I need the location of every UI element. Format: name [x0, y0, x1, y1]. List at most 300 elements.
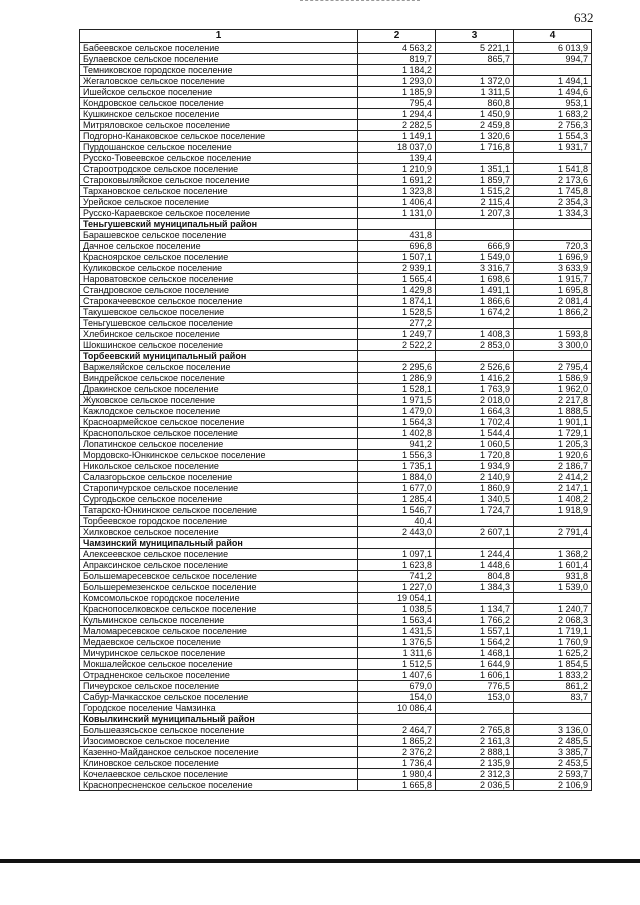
section-row — [80, 538, 592, 549]
table-row — [80, 263, 592, 274]
row-value-cell-4 — [514, 318, 592, 329]
row-value-cell-3: 1 766,2 — [436, 615, 514, 626]
row-value-cell-2: 1 149,1 — [358, 131, 436, 142]
row-value-cell-3: 1 702,4 — [436, 417, 514, 428]
row-value-cell-4: 1 901,1 — [514, 417, 592, 428]
row-name-cell: Кочелаевское сельское поселение — [80, 769, 358, 780]
row-value-cell-2: 2 376,2 — [358, 747, 436, 758]
row-value-cell-3: 2 526,6 — [436, 362, 514, 373]
row-value-cell-2: 277,2 — [358, 318, 436, 329]
row-value-cell-4: 1 696,9 — [514, 252, 592, 263]
row-value-cell-2: 941,2 — [358, 439, 436, 450]
row-value-cell-2: 1 249,7 — [358, 329, 436, 340]
table-row — [80, 65, 592, 76]
table-row — [80, 87, 592, 98]
row-value-cell-2: 795,4 — [358, 98, 436, 109]
row-value-cell-3: 1 244,4 — [436, 549, 514, 560]
row-value-cell-2: 2 443,0 — [358, 527, 436, 538]
row-value-cell-3: 1 716,8 — [436, 142, 514, 153]
row-value-cell-4: 1 920,6 — [514, 450, 592, 461]
row-value-cell-4: 2 414,2 — [514, 472, 592, 483]
row-value-cell-3: 2 140,9 — [436, 472, 514, 483]
row-name-cell: Жуковское сельское поселение — [80, 395, 358, 406]
row-value-cell-2: 741,2 — [358, 571, 436, 582]
row-value-cell-2: 2 295,6 — [358, 362, 436, 373]
row-name-cell: Тархановское сельское поселение — [80, 186, 358, 197]
row-value-cell-3: 3 316,7 — [436, 263, 514, 274]
row-name-cell: Теньгушевское сельское поселение — [80, 318, 358, 329]
row-name-cell: Бабеевское сельское поселение — [80, 43, 358, 54]
row-value-cell-2: 1 507,1 — [358, 252, 436, 263]
header-col-2: 2 — [358, 30, 436, 43]
table-row — [80, 615, 592, 626]
row-name-cell: Стандровское сельское поселение — [80, 285, 358, 296]
row-value-cell-3: 1 450,9 — [436, 109, 514, 120]
row-value-cell-4: 3 385,7 — [514, 747, 592, 758]
row-value-cell-2: 431,8 — [358, 230, 436, 241]
table-row — [80, 736, 592, 747]
row-value-cell-2: 1 227,0 — [358, 582, 436, 593]
row-value-cell-4: 953,1 — [514, 98, 592, 109]
row-name-cell: Сургодьское сельское поселение — [80, 494, 358, 505]
table-row — [80, 428, 592, 439]
row-name-cell: Такушевское сельское поселение — [80, 307, 358, 318]
row-value-cell-2: 679,0 — [358, 681, 436, 692]
row-value-cell-3 — [436, 703, 514, 714]
row-name-cell: Староотродское сельское поселение — [80, 164, 358, 175]
row-name-cell: Краснопольское сельское поселение — [80, 428, 358, 439]
row-value-cell-4 — [514, 153, 592, 164]
table-row — [80, 197, 592, 208]
table-row — [80, 758, 592, 769]
row-name-cell: Мичуринское сельское поселение — [80, 648, 358, 659]
row-value-cell-3: 1 408,3 — [436, 329, 514, 340]
table-row — [80, 362, 592, 373]
header-col-1: 1 — [80, 30, 358, 43]
row-value-cell-2: 1 407,6 — [358, 670, 436, 681]
row-value-cell-3: 1 491,1 — [436, 285, 514, 296]
table-row — [80, 571, 592, 582]
row-value-cell-2: 1 323,8 — [358, 186, 436, 197]
row-name-cell: Хлебинское сельское поселение — [80, 329, 358, 340]
table-row — [80, 593, 592, 604]
row-value-cell-3: 1 866,6 — [436, 296, 514, 307]
table-row — [80, 296, 592, 307]
row-value-cell-3: 1 724,7 — [436, 505, 514, 516]
row-value-cell-4: 2 186,7 — [514, 461, 592, 472]
row-name-cell: Мордовско-Юнкинское сельское поселение — [80, 450, 358, 461]
row-value-cell-2: 1 865,2 — [358, 736, 436, 747]
row-value-cell-2: 18 037,0 — [358, 142, 436, 153]
row-value-cell-4: 1 683,2 — [514, 109, 592, 120]
row-name-cell: Хилковское сельское поселение — [80, 527, 358, 538]
row-value-cell-4: 2 791,4 — [514, 527, 592, 538]
row-value-cell-3 — [436, 219, 514, 230]
row-value-cell-4: 2 593,7 — [514, 769, 592, 780]
row-name-cell: Торбеевский муниципальный район — [80, 351, 358, 362]
row-name-cell: Пичеурское сельское поселение — [80, 681, 358, 692]
row-value-cell-3: 860,8 — [436, 98, 514, 109]
row-name-cell: Ишейское сельское поселение — [80, 87, 358, 98]
row-name-cell: Комсомольское городское поселение — [80, 593, 358, 604]
row-value-cell-2: 1 884,0 — [358, 472, 436, 483]
table-row — [80, 648, 592, 659]
table-row — [80, 208, 592, 219]
row-value-cell-4: 1 205,3 — [514, 439, 592, 450]
row-value-cell-4 — [514, 538, 592, 549]
row-value-cell-2: 1 286,9 — [358, 373, 436, 384]
row-value-cell-4: 931,8 — [514, 571, 592, 582]
row-name-cell: Дракинское сельское поселение — [80, 384, 358, 395]
table-row — [80, 692, 592, 703]
row-value-cell-4: 2 485,5 — [514, 736, 592, 747]
row-value-cell-4: 3 633,9 — [514, 263, 592, 274]
row-name-cell: Татарско-Юнкинское сельское поселение — [80, 505, 358, 516]
table-row — [80, 494, 592, 505]
row-name-cell: Виндрейское сельское поселение — [80, 373, 358, 384]
row-name-cell: Салазгорьское сельское поселение — [80, 472, 358, 483]
table-row — [80, 274, 592, 285]
table-row — [80, 98, 592, 109]
row-value-cell-4 — [514, 219, 592, 230]
row-value-cell-4: 1 541,8 — [514, 164, 592, 175]
row-value-cell-4: 1 918,9 — [514, 505, 592, 516]
row-name-cell: Городское поселение Чамзинка — [80, 703, 358, 714]
row-value-cell-3: 1 544,4 — [436, 428, 514, 439]
table-row — [80, 307, 592, 318]
row-value-cell-3: 1 340,5 — [436, 494, 514, 505]
row-value-cell-2: 1 429,8 — [358, 285, 436, 296]
row-name-cell: Пурдошанское сельское поселение — [80, 142, 358, 153]
row-value-cell-3 — [436, 593, 514, 604]
row-name-cell: Старопичурское сельское поселение — [80, 483, 358, 494]
row-value-cell-3: 1 763,9 — [436, 384, 514, 395]
row-value-cell-3: 2 161,3 — [436, 736, 514, 747]
row-value-cell-4: 1 554,3 — [514, 131, 592, 142]
row-value-cell-3: 1 859,7 — [436, 175, 514, 186]
row-value-cell-3: 1 134,7 — [436, 604, 514, 615]
row-value-cell-3 — [436, 516, 514, 527]
row-value-cell-2: 1 736,4 — [358, 758, 436, 769]
row-value-cell-4: 1 854,5 — [514, 659, 592, 670]
table-row — [80, 670, 592, 681]
row-value-cell-2: 40,4 — [358, 516, 436, 527]
row-value-cell-2: 819,7 — [358, 54, 436, 65]
row-value-cell-3: 865,7 — [436, 54, 514, 65]
row-value-cell-2: 1 564,3 — [358, 417, 436, 428]
table-row — [80, 285, 592, 296]
row-value-cell-2: 1 402,8 — [358, 428, 436, 439]
row-value-cell-2: 1 512,5 — [358, 659, 436, 670]
row-name-cell: Кондровское сельское поселение — [80, 98, 358, 109]
row-value-cell-4 — [514, 65, 592, 76]
row-name-cell: Краснопресненское сельское поселение — [80, 780, 358, 791]
section-row — [80, 219, 592, 230]
row-value-cell-4: 1 888,5 — [514, 406, 592, 417]
table-row — [80, 461, 592, 472]
row-value-cell-2: 4 563,2 — [358, 43, 436, 54]
row-value-cell-3: 2 888,1 — [436, 747, 514, 758]
row-value-cell-3 — [436, 714, 514, 725]
row-value-cell-2: 1 131,0 — [358, 208, 436, 219]
table-row — [80, 120, 592, 131]
row-value-cell-4: 2 081,4 — [514, 296, 592, 307]
row-value-cell-3: 1 664,3 — [436, 406, 514, 417]
row-value-cell-2: 1 980,4 — [358, 769, 436, 780]
row-name-cell: Большемаресевское сельское поселение — [80, 571, 358, 582]
row-name-cell: Мокшалейское сельское поселение — [80, 659, 358, 670]
row-value-cell-2: 2 939,1 — [358, 263, 436, 274]
row-value-cell-2: 154,0 — [358, 692, 436, 703]
row-value-cell-3 — [436, 538, 514, 549]
table-row — [80, 186, 592, 197]
table-row — [80, 54, 592, 65]
row-name-cell: Отрадненское сельское поселение — [80, 670, 358, 681]
row-value-cell-4: 2 217,8 — [514, 395, 592, 406]
table-row — [80, 747, 592, 758]
row-value-cell-4: 1 368,2 — [514, 549, 592, 560]
row-value-cell-4: 1 866,2 — [514, 307, 592, 318]
row-name-cell: Красноармейское сельское поселение — [80, 417, 358, 428]
row-name-cell: Митряловское сельское поселение — [80, 120, 358, 131]
row-value-cell-2 — [358, 714, 436, 725]
page-number: 632 — [574, 10, 594, 25]
row-value-cell-4: 3 300,0 — [514, 340, 592, 351]
row-name-cell: Русско-Караевское сельское поселение — [80, 208, 358, 219]
row-value-cell-4: 1 601,4 — [514, 560, 592, 571]
row-value-cell-3 — [436, 351, 514, 362]
row-name-cell: Старокачеевское сельское поселение — [80, 296, 358, 307]
row-value-cell-4: 83,7 — [514, 692, 592, 703]
row-value-cell-4: 1 719,1 — [514, 626, 592, 637]
table-row — [80, 109, 592, 120]
row-value-cell-3: 1 320,6 — [436, 131, 514, 142]
row-value-cell-2: 1 874,1 — [358, 296, 436, 307]
row-value-cell-4: 1 494,1 — [514, 76, 592, 87]
row-value-cell-2: 1 971,5 — [358, 395, 436, 406]
row-value-cell-3: 2 853,0 — [436, 340, 514, 351]
row-value-cell-2: 1 285,4 — [358, 494, 436, 505]
row-value-cell-4 — [514, 714, 592, 725]
row-value-cell-2: 139,4 — [358, 153, 436, 164]
row-value-cell-3: 1 557,1 — [436, 626, 514, 637]
row-name-cell: Медаевское сельское поселение — [80, 637, 358, 648]
row-value-cell-4: 720,3 — [514, 241, 592, 252]
row-name-cell: Варжеляйское сельское поселение — [80, 362, 358, 373]
table-row — [80, 131, 592, 142]
row-value-cell-4: 1 494,6 — [514, 87, 592, 98]
row-value-cell-2: 1 563,4 — [358, 615, 436, 626]
row-name-cell: Чамзинский муниципальный район — [80, 538, 358, 549]
row-value-cell-3: 776,5 — [436, 681, 514, 692]
row-value-cell-4: 2 173,6 — [514, 175, 592, 186]
row-value-cell-4: 994,7 — [514, 54, 592, 65]
table-row — [80, 153, 592, 164]
row-value-cell-3: 153,0 — [436, 692, 514, 703]
row-value-cell-3: 1 384,3 — [436, 582, 514, 593]
table-row — [80, 604, 592, 615]
row-value-cell-4: 1 539,0 — [514, 582, 592, 593]
row-value-cell-3: 5 221,1 — [436, 43, 514, 54]
row-name-cell: Кушкинское сельское поселение — [80, 109, 358, 120]
table-row — [80, 142, 592, 153]
row-name-cell: Клиновское сельское поселение — [80, 758, 358, 769]
table-row — [80, 384, 592, 395]
row-name-cell: Кульминское сельское поселение — [80, 615, 358, 626]
row-value-cell-2: 1 528,5 — [358, 307, 436, 318]
row-name-cell: Сабур-Мачкасское сельское поселение — [80, 692, 358, 703]
header-col-4: 4 — [514, 30, 592, 43]
row-value-cell-2: 1 185,9 — [358, 87, 436, 98]
row-value-cell-4 — [514, 516, 592, 527]
row-value-cell-4: 2 354,3 — [514, 197, 592, 208]
row-value-cell-3: 1 860,9 — [436, 483, 514, 494]
row-value-cell-2: 1 311,6 — [358, 648, 436, 659]
row-value-cell-2: 1 556,3 — [358, 450, 436, 461]
row-value-cell-4: 1 962,0 — [514, 384, 592, 395]
row-value-cell-3: 1 351,1 — [436, 164, 514, 175]
row-name-cell: Большеремезенское сельское поселение — [80, 582, 358, 593]
row-value-cell-4: 2 453,5 — [514, 758, 592, 769]
row-name-cell: Жегаловское сельское поселение — [80, 76, 358, 87]
row-name-cell: Барашевское сельское поселение — [80, 230, 358, 241]
row-value-cell-2: 1 665,8 — [358, 780, 436, 791]
row-value-cell-3: 1 060,5 — [436, 439, 514, 450]
row-value-cell-2: 1 184,2 — [358, 65, 436, 76]
row-value-cell-4: 1 408,2 — [514, 494, 592, 505]
row-name-cell: Красноярское сельское поселение — [80, 252, 358, 263]
row-value-cell-4: 1 240,7 — [514, 604, 592, 615]
row-value-cell-3: 2 115,4 — [436, 197, 514, 208]
row-value-cell-3 — [436, 65, 514, 76]
row-name-cell: Алексеевское сельское поселение — [80, 549, 358, 560]
row-value-cell-2: 1 546,7 — [358, 505, 436, 516]
row-value-cell-2 — [358, 538, 436, 549]
row-value-cell-2: 1 528,1 — [358, 384, 436, 395]
table-row — [80, 417, 592, 428]
table-row — [80, 725, 592, 736]
row-name-cell: Ковылкинский муниципальный район — [80, 714, 358, 725]
row-value-cell-4: 1 334,3 — [514, 208, 592, 219]
row-value-cell-2: 1 431,5 — [358, 626, 436, 637]
row-value-cell-3 — [436, 153, 514, 164]
row-value-cell-2: 2 464,7 — [358, 725, 436, 736]
table-row — [80, 43, 592, 54]
row-value-cell-4: 1 729,1 — [514, 428, 592, 439]
row-value-cell-4: 2 147,1 — [514, 483, 592, 494]
row-value-cell-3: 1 448,6 — [436, 560, 514, 571]
row-value-cell-3: 1 468,1 — [436, 648, 514, 659]
row-value-cell-3: 1 416,2 — [436, 373, 514, 384]
row-name-cell: Русско-Тювеевское сельское поселение — [80, 153, 358, 164]
row-value-cell-4: 3 136,0 — [514, 725, 592, 736]
table-row — [80, 769, 592, 780]
row-value-cell-4 — [514, 351, 592, 362]
row-value-cell-3: 2 459,8 — [436, 120, 514, 131]
row-value-cell-3: 1 698,6 — [436, 274, 514, 285]
table-row — [80, 505, 592, 516]
table-row — [80, 703, 592, 714]
row-value-cell-3: 1 606,1 — [436, 670, 514, 681]
row-value-cell-3: 1 674,2 — [436, 307, 514, 318]
row-value-cell-3: 804,8 — [436, 571, 514, 582]
row-value-cell-2: 1 406,4 — [358, 197, 436, 208]
header-row — [80, 30, 592, 43]
table-row — [80, 175, 592, 186]
row-value-cell-3: 1 644,9 — [436, 659, 514, 670]
row-name-cell: Большеазясьское сельское поселение — [80, 725, 358, 736]
row-value-cell-2 — [358, 351, 436, 362]
row-value-cell-4: 1 745,8 — [514, 186, 592, 197]
table-row — [80, 527, 592, 538]
table-row — [80, 318, 592, 329]
table-row — [80, 659, 592, 670]
row-value-cell-3: 2 765,8 — [436, 725, 514, 736]
row-value-cell-4: 2 795,4 — [514, 362, 592, 373]
table-row — [80, 241, 592, 252]
row-value-cell-4: 2 068,3 — [514, 615, 592, 626]
row-value-cell-3 — [436, 230, 514, 241]
top-edge-mark — [300, 0, 420, 2]
row-value-cell-2: 1 210,9 — [358, 164, 436, 175]
table-row — [80, 439, 592, 450]
row-value-cell-4: 1 760,9 — [514, 637, 592, 648]
row-value-cell-2 — [358, 219, 436, 230]
table-row — [80, 164, 592, 175]
table-row — [80, 549, 592, 560]
row-value-cell-2: 1 565,4 — [358, 274, 436, 285]
row-value-cell-3: 1 515,2 — [436, 186, 514, 197]
table-row — [80, 252, 592, 263]
row-value-cell-2: 696,8 — [358, 241, 436, 252]
row-name-cell: Дачное сельское поселение — [80, 241, 358, 252]
row-value-cell-4 — [514, 230, 592, 241]
row-value-cell-2: 19 054,1 — [358, 593, 436, 604]
row-value-cell-2: 1 038,5 — [358, 604, 436, 615]
row-name-cell: Нароватовское сельское поселение — [80, 274, 358, 285]
table-row — [80, 406, 592, 417]
row-name-cell: Лопатинское сельское поселение — [80, 439, 358, 450]
row-value-cell-4: 1 695,8 — [514, 285, 592, 296]
row-value-cell-4: 2 106,9 — [514, 780, 592, 791]
table-row — [80, 626, 592, 637]
row-value-cell-2: 1 677,0 — [358, 483, 436, 494]
section-row — [80, 351, 592, 362]
row-value-cell-3: 2 135,9 — [436, 758, 514, 769]
row-name-cell: Куликовское сельское поселение — [80, 263, 358, 274]
table-row — [80, 329, 592, 340]
table-row — [80, 516, 592, 527]
row-value-cell-3: 2 036,5 — [436, 780, 514, 791]
row-value-cell-3 — [436, 318, 514, 329]
row-name-cell: Кажлодское сельское поселение — [80, 406, 358, 417]
row-value-cell-4: 861,2 — [514, 681, 592, 692]
row-name-cell: Булаевское сельское поселение — [80, 54, 358, 65]
row-value-cell-3: 1 564,2 — [436, 637, 514, 648]
row-name-cell: Апраксинское сельское поселение — [80, 560, 358, 571]
row-value-cell-3: 1 934,9 — [436, 461, 514, 472]
row-value-cell-4: 1 931,7 — [514, 142, 592, 153]
row-value-cell-2: 2 282,5 — [358, 120, 436, 131]
bottom-rule — [0, 859, 640, 863]
row-value-cell-2: 1 293,0 — [358, 76, 436, 87]
row-value-cell-4: 1 625,2 — [514, 648, 592, 659]
row-name-cell: Изосимовское сельское поселение — [80, 736, 358, 747]
row-value-cell-2: 1 294,4 — [358, 109, 436, 120]
row-value-cell-2: 10 086,4 — [358, 703, 436, 714]
row-value-cell-2: 1 097,1 — [358, 549, 436, 560]
row-value-cell-2: 1 376,5 — [358, 637, 436, 648]
